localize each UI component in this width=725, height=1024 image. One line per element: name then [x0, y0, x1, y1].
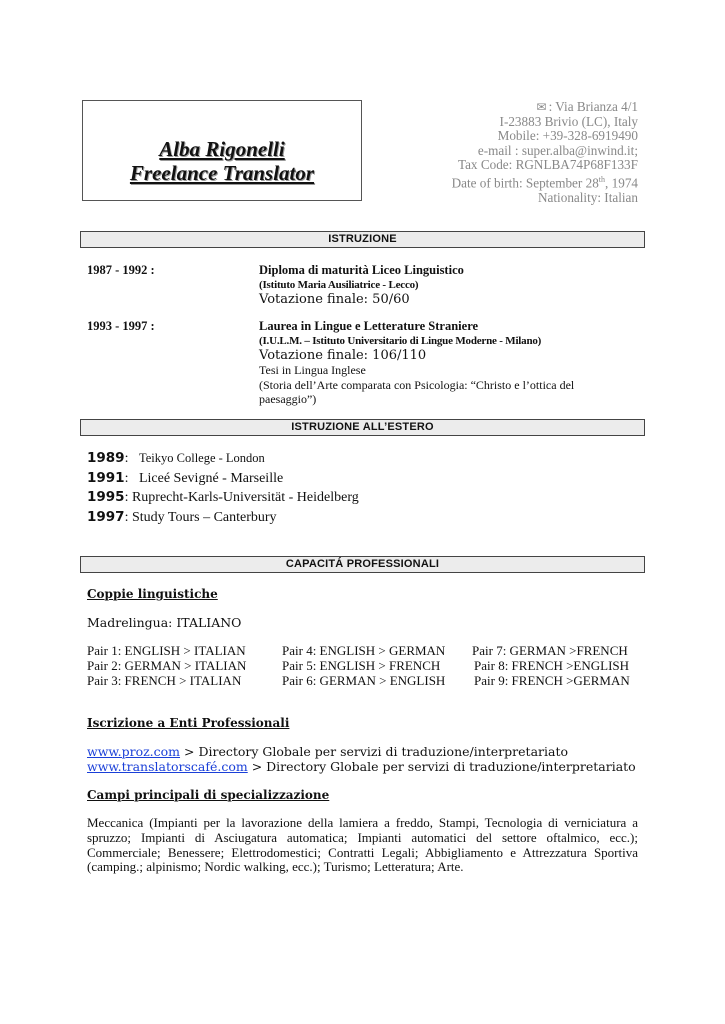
- edu-degree-2: Laurea in Lingue e Letterature Straniere: [259, 319, 479, 333]
- contact-block: [452, 100, 638, 206]
- address-line-1: ✉ : Via Brianza 4/1: [536, 99, 638, 114]
- abroad-item: 1995: Ruprecht-Karls-Universität - Heidelberg: [87, 489, 359, 505]
- envelope-icon: ✉: [536, 100, 547, 114]
- mobile: Mobile: +39-328-6919490: [497, 128, 638, 144]
- edu-dates-1: 1987 - 1992 :: [87, 263, 155, 277]
- pair-item: Pair 2: GERMAN > ITALIAN: [87, 658, 247, 673]
- pair-item: Pair 6: GERMAN > ENGLISH: [282, 673, 446, 688]
- edu-dates-2: 1993 - 1997 :: [87, 319, 155, 333]
- translatorscafe-link[interactable]: www.translatorscafé.com: [87, 759, 248, 774]
- abroad-item: 1991: Liceé Sevigné - Marseille: [87, 469, 284, 486]
- enti-title: Iscrizione a Enti Professionali: [87, 716, 290, 730]
- enti-item: www.translatorscafé.com > Directory Globale per servizi di traduzione/interpretariato: [87, 759, 636, 774]
- abroad-list: [87, 449, 359, 527]
- section-istruzione: ISTRUZIONE: [80, 231, 645, 248]
- campi-text: Meccanica (Impianti per la lavorazione della lamiera a freddo, Stampi, Tecnologia di verniciatura a spruzzo; Impianti di Asciugatura automatica; Impianti automatici del settore oftalmico, ecc.); Commerciale; Benessere; Elettrodomestici; Contratti Legali; Abbigliamento e Attrezzatura Sportiva (camping.; alpinismo; Nordic walking, ecc.); Turismo; Letteratura; Arte.: [87, 815, 638, 875]
- date-of-birth: Date of birth: September 28th, 1974: [451, 174, 638, 191]
- edu-vote-2: Votazione finale: 106/110: [259, 348, 427, 363]
- edu-thesis-topic: (Storia dell’Arte comparata con Psicologia: “Christo e l’ottica del paesaggio”): [259, 377, 575, 406]
- address-street: Via Brianza 4/1: [555, 99, 638, 114]
- person-title: Freelance Translator: [129, 161, 315, 185]
- enti-list: [87, 744, 636, 774]
- pair-item: Pair 4: ENGLISH > GERMAN: [282, 643, 446, 658]
- edu-vote-1: Votazione finale: 50/60: [259, 292, 410, 307]
- edu-degree-1: Diploma di maturità Liceo Linguistico: [259, 263, 464, 277]
- pair-item: Pair 7: GERMAN >FRENCH: [472, 643, 628, 658]
- name-box: [82, 100, 362, 201]
- abroad-item: 1997: Study Tours – Canterbury: [87, 508, 277, 525]
- campi-title: Campi principali di specializzazione: [87, 788, 330, 802]
- pair-item: Pair 9: FRENCH >GERMAN: [474, 673, 630, 688]
- email: e-mail : super.alba@inwind.it;: [477, 142, 638, 158]
- edu-entry-1: [259, 263, 649, 307]
- nationality: Nationality: Italian: [538, 189, 638, 205]
- madrelingua: Madrelingua: ITALIANO: [87, 615, 242, 630]
- proz-link[interactable]: www.proz.com: [87, 744, 181, 759]
- pair-item: Pair 5: ENGLISH > FRENCH: [282, 658, 441, 673]
- edu-institution-2: (I.U.L.M. – Istituto Universitario di Lingue Moderne - Milano): [259, 335, 542, 347]
- coppie-title: Coppie linguistiche: [87, 587, 218, 601]
- enti-item: www.proz.com > Directory Globale per servizi di traduzione/interpretariato: [87, 744, 569, 759]
- section-estero: ISTRUZIONE ALL’ESTERO: [80, 419, 645, 436]
- language-pairs: [87, 644, 647, 690]
- edu-thesis: Tesi in Lingua Inglese: [259, 363, 366, 377]
- edu-institution-1: (Istituto Maria Ausiliatrice - Lecco): [259, 279, 419, 291]
- pair-item: Pair 1: ENGLISH > ITALIAN: [87, 643, 246, 658]
- person-name: Alba Rigonelli: [159, 137, 285, 161]
- edu-entry-2: [259, 319, 604, 407]
- tax-code: Tax Code: RGNLBA74P68F133F: [457, 157, 638, 173]
- abroad-item: 1989: Teikyo College - London: [87, 450, 265, 466]
- section-professionali: CAPACITÁ PROFESSIONALI: [80, 556, 645, 573]
- pair-item: Pair 3: FRENCH > ITALIAN: [87, 673, 242, 688]
- address-line-2: I-23883 Brivio (LC), Italy: [499, 113, 638, 129]
- pair-item: Pair 8: FRENCH >ENGLISH: [474, 658, 630, 673]
